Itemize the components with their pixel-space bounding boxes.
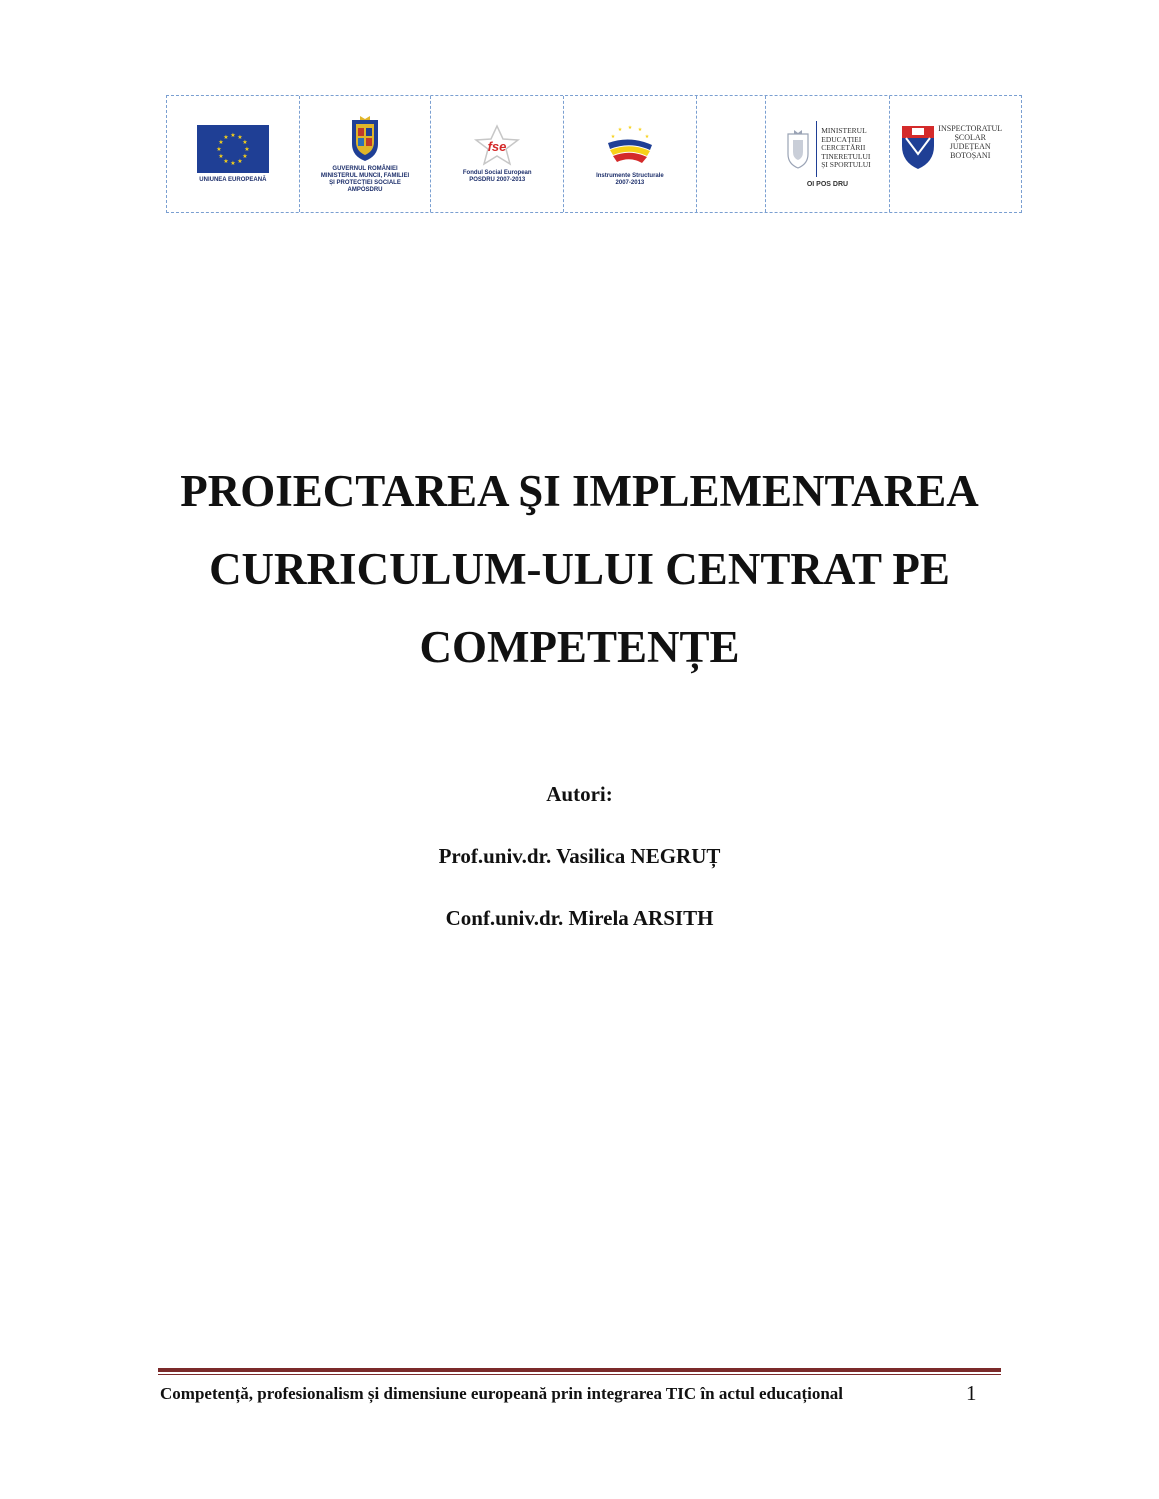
title-line-3: COMPETENȚE [419,622,740,672]
gov-caption: GUVERNUL ROMÂNIEI MINISTERUL MUNCII, FAMILIEI ȘI PROTECȚIEI SOCIALE AMPOSDRU [320,166,410,193]
svg-text:★: ★ [610,134,616,140]
svg-text:★: ★ [218,138,224,146]
svg-text:★: ★ [216,145,222,153]
svg-text:★: ★ [230,159,236,167]
ministry-name: MINISTERUL EDUCAȚIEI CERCETĂRII TINERETULUI ȘI SPORTULUI [821,126,871,170]
gov-logo-cell [300,96,432,212]
document-title [100,452,1059,686]
eu-logo-cell [167,96,300,212]
romania-coat-of-arms-icon [348,114,382,162]
author-2: Conf.univ.dr. Mirela ARSITH [445,906,714,930]
fse-mark: fse [487,139,507,154]
footer-rule-thin [158,1374,1001,1375]
title-line-2: CURRICULUM-ULUI CENTRAT PE [209,544,950,594]
svg-text:★: ★ [237,133,243,141]
svg-text:★: ★ [644,134,650,140]
svg-text:★: ★ [223,157,229,165]
footer-text: Competență, profesionalism și dimensiune europeană prin integrarea TIC în actul educațional [160,1384,844,1403]
svg-text:★: ★ [242,152,248,160]
structural-instruments-icon [602,121,658,169]
is-caption: Instrumente Structurale 2007-2013 [596,173,664,186]
svg-text:★: ★ [223,133,229,141]
fse-caption: Fondul Social European POSDRU 2007-2013 [462,170,532,183]
svg-text:★: ★ [627,125,633,131]
svg-text:★: ★ [242,138,248,146]
eu-flag-icon [197,125,269,173]
ministry-logo-cell [766,96,891,212]
footer-rule [158,1368,1001,1372]
isj-name: INSPECTORATUL ȘCOLAR JUDEȚEAN BOTOȘANI [938,124,1003,160]
svg-text:★: ★ [230,131,236,139]
svg-text:★: ★ [244,145,250,153]
svg-text:★: ★ [218,152,224,160]
isj-logo-cell [890,96,1021,212]
svg-text:★: ★ [617,127,623,133]
isj-shield-icon [900,124,936,170]
svg-text:★: ★ [237,157,243,165]
fse-star-icon [472,124,522,166]
author-1: Prof.univ.dr. Vasilica NEGRUȚ [438,844,721,868]
page-number: 1 [966,1381,977,1405]
ministry-caption: OI POS DRU [806,180,849,188]
title-line-1: PROIECTAREA ŞI IMPLEMENTAREA [180,466,979,516]
ministry-crest-icon [784,128,812,170]
fse-logo-cell [431,96,564,212]
logo-strip [166,95,1022,213]
is-logo-cell [564,96,697,212]
eu-caption: UNIUNEA EUROPEANĂ [199,176,267,183]
blank-logo-cell [697,96,766,212]
svg-text:★: ★ [637,127,643,133]
authors-label: Autori: [546,782,613,806]
